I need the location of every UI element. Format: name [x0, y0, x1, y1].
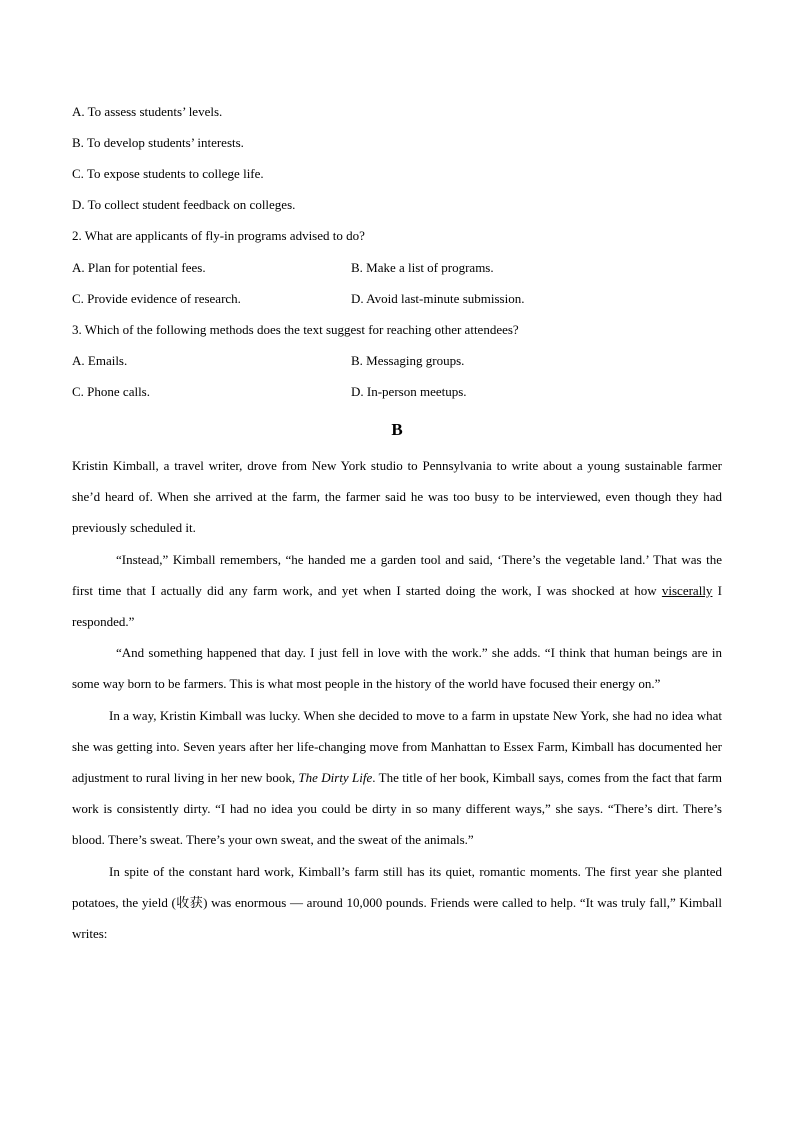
q1-option-a: A. To assess students’ levels.	[72, 104, 223, 119]
q1-option-c: C. To expose students to college life.	[72, 166, 264, 181]
q1-option-d: D. To collect student feedback on colleges.	[72, 197, 296, 212]
paragraph-4-text-start: In a way, Kristin Kimball was lucky. When she decided to move to a farm in upstate New York, she had no idea what she was getting into. Seven years after her life-changing move from Manhattan to Essex Farm, Kimball has documented her adjustment to rural living in her new book,	[72, 707, 722, 786]
passage-paragraph-1: Kristin Kimball, a travel writer, drove from New York studio to Pennsylvania to write about a young sustainable farmer she’d heard of. When she arrived at the farm, the farmer said he was too busy to be interviewed, even though they had previously scheduled it.	[72, 458, 722, 536]
q3-option-a: A. Emails.	[72, 353, 128, 368]
q3-option-c: C. Phone calls.	[72, 384, 150, 399]
q3-stem: 3. Which of the following methods does the text suggest for reaching other attendees?	[72, 322, 519, 337]
q3-option-d: D. In-person meetups.	[351, 384, 467, 399]
underlined-word: viscerally	[661, 582, 713, 598]
passage-paragraph-2	[72, 544, 722, 638]
q2-option-c: C. Provide evidence of research.	[72, 291, 241, 306]
passage-paragraph-4	[72, 700, 722, 856]
q3-option-b: B. Messaging groups.	[351, 353, 465, 368]
q2-option-d: D. Avoid last-minute submission.	[351, 291, 525, 306]
q2-option-a: A. Plan for potential fees.	[72, 260, 206, 275]
passage-body	[72, 450, 722, 949]
passage-paragraph-3: “And something happened that day. I just fell in love with the work.” she adds. “I think that human beings are in some way born to be farmers. This is what most people in the history of the world have focused their energy on.”	[72, 645, 722, 692]
book-title: The Dirty Life	[298, 770, 373, 786]
paragraph-4-text-end: . The title of her book, Kimball says, comes from the fact that farm work is consistently dirty. “I had no idea you could be dirty in so many different ways,” she says. “There’s dirt. There’s blood. There’s sweat. There’s your own sweat, and the sweat of the animals.”	[72, 770, 723, 848]
passage-paragraph-5: In spite of the constant hard work, Kimball’s farm still has its quiet, romantic moments. The first year she planted potatoes, the yield (收获) was enormous — around 10,000 pounds. Friends were called to help. “It was truly fall,” Kimball writes:	[72, 863, 722, 942]
q1-option-b: B. To develop students’ interests.	[72, 135, 244, 150]
section-heading: B	[391, 420, 403, 439]
q2-stem: 2. What are applicants of fly-in programs advised to do?	[72, 228, 365, 243]
paragraph-2-text-start: “Instead,” Kimball remembers, “he handed me a garden tool and said, ‘There’s the vegetable land.’ That was the first time that I actually did any farm work, and yet when I started doing the work, I was shocked at how	[72, 551, 722, 598]
paragraph-2-text-end: I responded.”	[72, 582, 722, 630]
q2-option-b: B. Make a list of programs.	[351, 260, 494, 275]
